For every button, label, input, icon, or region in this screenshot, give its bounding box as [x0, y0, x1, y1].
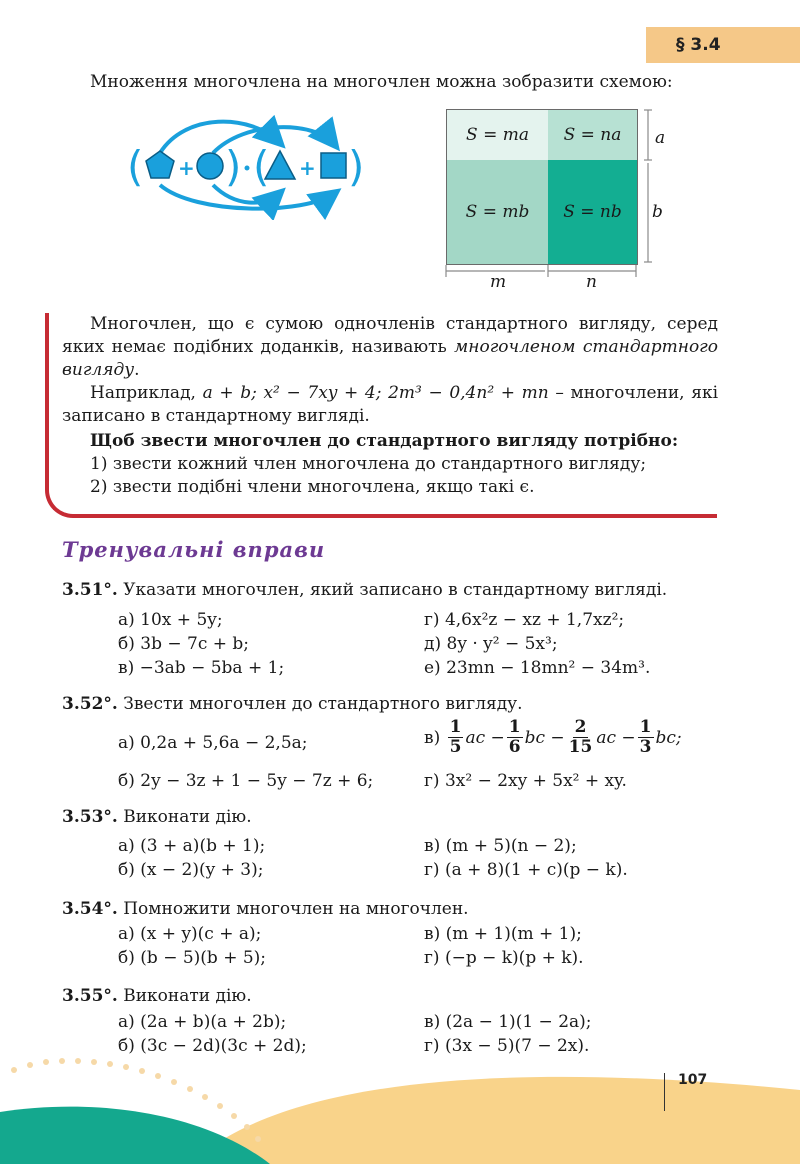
bottom-n-label: n	[586, 272, 597, 292]
ex353-b: б) (x − 2)(y + 3);	[118, 860, 264, 880]
section-title: Тренувальні вправи	[62, 537, 326, 562]
page-number-divider	[664, 1073, 665, 1111]
exercise-text: Виконати дію.	[123, 986, 252, 1006]
ex352-c: в) $\frac{1}{5}$ ac − $\frac{1}{6}$ bc − $\frac{2}{15}$ ac − $\frac{1}{3}$ bc;	[424, 717, 682, 757]
side-a-label: a	[655, 128, 666, 148]
exercise-text: Виконати дію.	[123, 807, 252, 827]
ex355-c: в) (2a − 1)(1 − 2a);	[424, 1012, 592, 1032]
svg-text:): )	[225, 142, 242, 191]
exercise-3-55	[62, 986, 252, 1006]
ex353-c: в) (m + 5)(n − 2);	[424, 836, 577, 856]
multiplication-scheme	[125, 115, 370, 220]
pentagon-icon	[146, 151, 174, 178]
ex354-d: г) (−p − k)(p + k).	[424, 948, 584, 968]
circle-icon	[197, 153, 223, 179]
exercise-3-51	[62, 580, 667, 600]
triangle-icon	[265, 151, 295, 179]
ex351-d: г) 4,6x²z − xz + 1,7xz²;	[424, 610, 625, 630]
exercise-3-52	[62, 694, 523, 714]
ex355-a: а) (2a + b)(a + 2b);	[118, 1012, 287, 1032]
definition-paragraph: Многочлен, що є сумою одночленів стандартного вигляду, серед яких немає подібних доданків, називають многочленом стандартного вигляду.	[62, 314, 719, 380]
exercise-3-54	[62, 899, 469, 919]
side-b-label: b	[652, 202, 663, 222]
ex355-d: г) (3x − 5)(7 − 2x).	[424, 1036, 590, 1056]
arrow-pentagon-square	[160, 185, 335, 209]
cell-ma: S = ma	[447, 110, 548, 160]
fraction: $\frac{1}{5}$	[449, 717, 462, 757]
page-number: 107	[678, 1072, 708, 1088]
footer-decoration	[0, 1040, 800, 1164]
definition-text	[62, 313, 718, 499]
definition-step-1: 1) звести кожний член многочлена до стандартного вигляду;	[90, 454, 647, 474]
ex352-b: б) 2y − 3z + 1 − 5y − 7z + 6;	[118, 771, 374, 791]
svg-text:): )	[348, 142, 365, 191]
section-tab: § 3.4	[646, 27, 800, 63]
definition-examples: Наприклад, a + b; x² − 7xy + 4; 2m³ − 0,4n² + mn – многочлени, які записано в стандартному вигляді.	[62, 383, 718, 426]
exercise-text: Указати многочлен, який записано в стандартному вигляді.	[123, 580, 668, 600]
svg-text:(: (	[127, 142, 144, 191]
ex355-b: б) (3c − 2d)(3c + 2d);	[118, 1036, 307, 1056]
ex354-a: а) (x + y)(c + a);	[118, 924, 262, 944]
ex353-d: г) (a + 8)(1 + c)(p − k).	[424, 860, 628, 880]
area-dimension-lines	[440, 105, 670, 300]
svg-text:(: (	[253, 142, 270, 191]
cell-mb: S = mb	[447, 160, 548, 264]
square-icon	[321, 153, 346, 178]
definition-step-2: 2) звести подібні члени многочлена, якщо такі є.	[90, 477, 535, 497]
cell-nb: S = nb	[548, 160, 637, 264]
ex352-a: а) 0,2a + 5,6a − 2,5a;	[118, 733, 308, 753]
definition-rule: Щоб звести многочлен до стандартного вигляду потрібно:	[90, 431, 679, 451]
ex353-a: а) (3 + a)(b + 1);	[118, 836, 266, 856]
ex351-c: в) −3ab − 5ba + 1;	[118, 658, 285, 678]
cell-na: S = na	[548, 110, 637, 160]
exercise-number: 3.53°.	[62, 807, 118, 827]
arrow-circle-triangle	[213, 185, 280, 203]
exercise-number: 3.51°.	[62, 580, 118, 600]
exercise-3-53	[62, 807, 252, 827]
ex354-c: в) (m + 1)(m + 1);	[424, 924, 582, 944]
svg-text:+: +	[299, 156, 316, 180]
bottom-m-label: m	[490, 272, 507, 292]
ex351-e: д) 8y · y² − 5x³;	[424, 634, 558, 654]
fraction: $\frac{2}{15}$	[568, 717, 593, 757]
svg-text:+: +	[178, 156, 195, 180]
intro-text: Множення многочлена на многочлен можна зобразити схемою:	[90, 72, 673, 92]
definition-term: многочленом стандартного вигляду	[62, 337, 719, 380]
ex352-d: г) 3x² − 2xy + 5x² + xy.	[424, 771, 627, 791]
ex351-a: а) 10x + 5y;	[118, 610, 223, 630]
exercise-text: Помножити многочлен на многочлен.	[123, 899, 469, 919]
fraction: $\frac{1}{6}$	[508, 717, 521, 757]
exercise-number: 3.55°.	[62, 986, 118, 1006]
ex351-b: б) 3b − 7c + b;	[118, 634, 250, 654]
exercise-number: 3.52°.	[62, 694, 118, 714]
ex351-f: е) 23mn − 18mn² − 34m³.	[424, 658, 651, 678]
exercise-number: 3.54°.	[62, 899, 118, 919]
ex354-b: б) (b − 5)(b + 5);	[118, 948, 267, 968]
fraction: $\frac{1}{3}$	[639, 717, 652, 757]
exercise-text: Звести многочлен до стандартного вигляду.	[123, 694, 523, 714]
dot-icon	[245, 166, 250, 171]
